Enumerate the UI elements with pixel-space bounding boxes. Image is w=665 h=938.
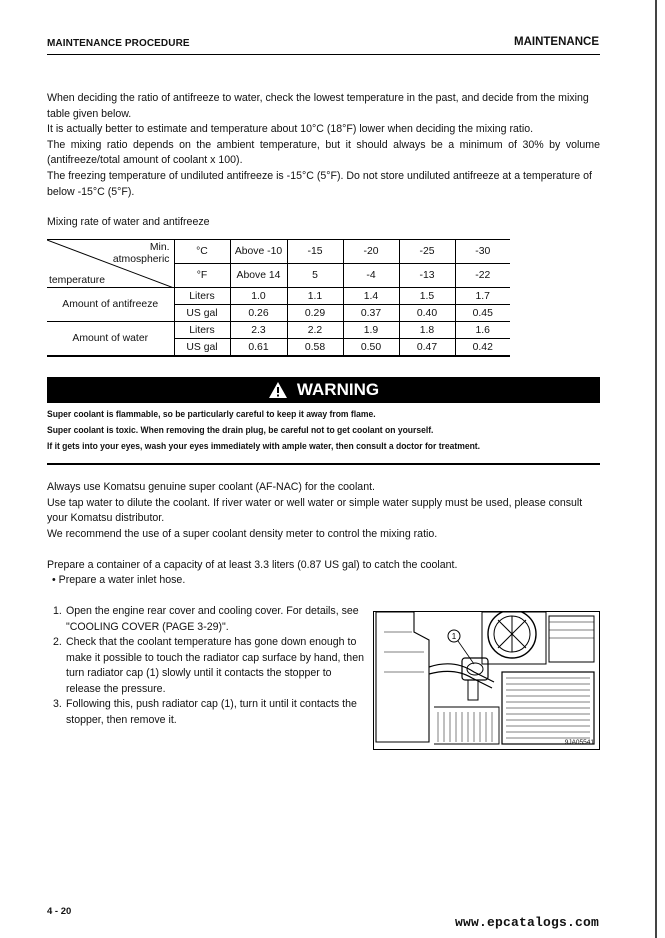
unit-usgal: US gal: [174, 339, 230, 357]
antifreeze-row-label: Amount of antifreeze: [47, 288, 174, 322]
unit-fahrenheit: °F: [174, 264, 230, 288]
corner-atmospheric-label: atmospheric: [112, 254, 170, 265]
warning-title: WARNING: [296, 380, 380, 399]
corner-min-label: Min.: [149, 242, 170, 253]
table-row-celsius: [47, 240, 510, 264]
warning-bottom-rule: [47, 463, 600, 465]
warning-line: Super coolant is toxic. When removing the drain plug, be careful not to get coolant on yourself.: [47, 425, 434, 435]
table-cell: 0.45: [455, 305, 510, 322]
intro-paragraph: The mixing ratio depends on the ambient temperature, but it should always be a minimum of 30% by volume (antifreeze/total amount of coolant x 100).: [47, 138, 600, 167]
step-item: [47, 604, 367, 635]
table-cell: 1.5: [399, 288, 455, 305]
page-number: 4 - 20: [47, 906, 72, 917]
table-cell: -15: [287, 240, 343, 264]
table-row-antifreeze-liters: [47, 288, 510, 305]
warning-triangle-icon: [268, 381, 288, 399]
table-cell: -25: [399, 240, 455, 264]
table-cell: 1.1: [287, 288, 343, 305]
table-cell: -20: [343, 240, 399, 264]
unit-celsius: °C: [174, 240, 230, 264]
table-cell: 1.7: [455, 288, 510, 305]
table-cell: 2.2: [287, 322, 343, 339]
page-right-border: [655, 0, 657, 938]
table-cell: 1.4: [343, 288, 399, 305]
header-rule: [47, 54, 600, 55]
header-section-title: MAINTENANCE PROCEDURE: [47, 38, 190, 49]
warning-line: If it gets into your eyes, wash your eyes immediately with ample water, then consult a doctor for treatment.: [47, 441, 481, 451]
procedure-steps: [47, 604, 367, 728]
intro-text: [47, 91, 600, 200]
table-cell: -22: [455, 264, 510, 288]
water-row-label: Amount of water: [47, 322, 174, 357]
table-cell: Above -10: [230, 240, 287, 264]
warning-line: Super coolant is flammable, so be particularly careful to keep it away from flame.: [47, 409, 376, 419]
radiator-illustration: [374, 612, 599, 749]
watermark-site: www.epcatalogs.com: [455, 915, 600, 930]
step-number: 1.: [53, 605, 62, 617]
coolant-paragraph: We recommend the use of a super coolant density meter to control the mixing ratio.: [47, 527, 438, 540]
bullet-item: • Prepare a water inlet hose.: [52, 574, 186, 586]
mixing-table: [47, 239, 510, 357]
table-cell: 0.50: [343, 339, 399, 357]
table-cell: -13: [399, 264, 455, 288]
table-cell: Above 14: [230, 264, 287, 288]
table-cell: 0.58: [287, 339, 343, 357]
figure-callout-number: 1: [451, 632, 457, 641]
table-cell: 2.3: [230, 322, 287, 339]
radiator-cap-figure: [373, 611, 600, 750]
coolant-text: [47, 480, 600, 542]
step-number: 2.: [53, 636, 62, 648]
unit-liters: Liters: [174, 288, 230, 305]
step-number: 3.: [53, 698, 62, 710]
intro-paragraph: The freezing temperature of undiluted antifreeze is -15°C (5°F). Do not store undiluted antifreeze at a temperature of below -15°C (5°F).: [47, 169, 592, 198]
table-caption: Mixing rate of water and antifreeze: [47, 216, 210, 228]
figure-code: 9JA05541: [564, 739, 594, 746]
warning-text: [47, 406, 568, 454]
table-cell: 1.8: [399, 322, 455, 339]
intro-paragraph: It is actually better to estimate and temperature about 10°C (18°F) lower when deciding the mixing ratio.: [47, 123, 534, 136]
intro-paragraph: When deciding the ratio of antifreeze to water, check the lowest temperature in the past, and decide from the mixing table given below.: [47, 92, 589, 120]
coolant-paragraph: Always use Komatsu genuine super coolant (AF-NAC) for the coolant.: [47, 481, 375, 493]
table-corner-header: [47, 240, 174, 288]
table-cell: 0.29: [287, 305, 343, 322]
step-text: Following this, push radiator cap (1), turn it until it contacts the stopper, then remove it.: [66, 698, 357, 726]
corner-temperature-label: temperature: [49, 275, 106, 286]
coolant-paragraph: Use tap water to dilute the coolant. If river water or well water or simple water supply must be used, please consult your Komatsu distributor.: [47, 496, 583, 525]
table-cell: 0.61: [230, 339, 287, 357]
table-cell: -30: [455, 240, 510, 264]
table-cell: 0.47: [399, 339, 455, 357]
step-text: Check that the coolant temperature has gone down enough to make it possible to touch the radiator cap surface by hand, then turn radiator cap (1) slowly until it contacts the stopper to release the pressure.: [66, 636, 364, 695]
warning-banner: [47, 377, 600, 403]
table-cell: 0.42: [455, 339, 510, 357]
table-cell: 1.9: [343, 322, 399, 339]
container-text: Prepare a container of a capacity of at least 3.3 liters (0.87 US gal) to catch the coolant.: [47, 559, 458, 571]
step-item: [47, 697, 367, 728]
table-cell: 0.40: [399, 305, 455, 322]
header-chapter-title: MAINTENANCE: [514, 36, 599, 48]
table-cell: 5: [287, 264, 343, 288]
step-text: Open the engine rear cover and cooling cover. For details, see "COOLING COVER (PAGE 3-29)".: [66, 605, 359, 633]
table-row-water-liters: [47, 322, 510, 339]
unit-usgal: US gal: [174, 305, 230, 322]
step-item: [47, 635, 367, 697]
table-cell: 1.0: [230, 288, 287, 305]
table-cell: 1.6: [455, 322, 510, 339]
table-cell: 0.26: [230, 305, 287, 322]
table-cell: 0.37: [343, 305, 399, 322]
unit-liters: Liters: [174, 322, 230, 339]
table-cell: -4: [343, 264, 399, 288]
